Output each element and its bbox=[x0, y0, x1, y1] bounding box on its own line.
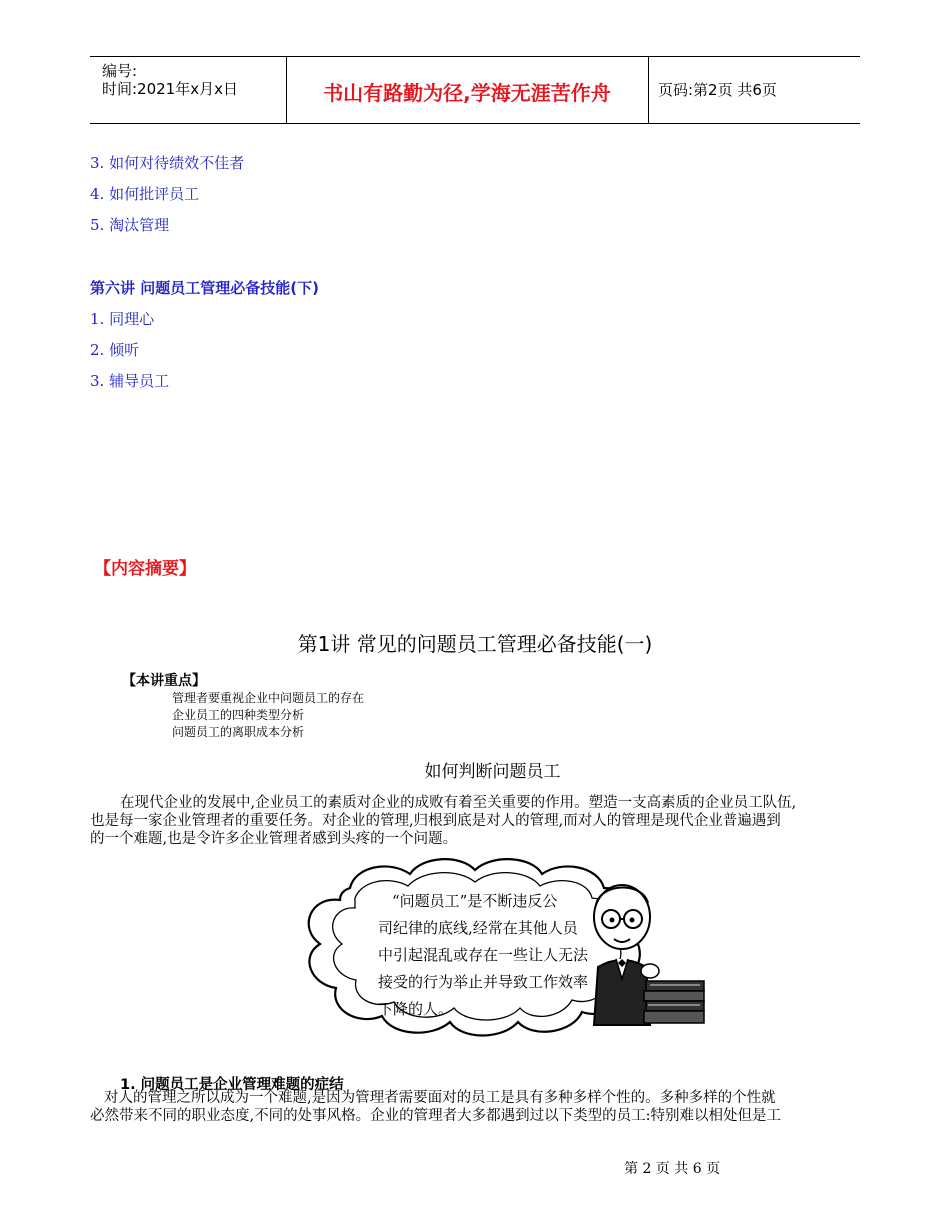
header-page-info: 页码:第2页 共6页 bbox=[658, 81, 777, 99]
focus-heading: 【本讲重点】 bbox=[122, 673, 206, 689]
page-footer: 第 2 页 共 6 页 bbox=[624, 1161, 721, 1177]
toc-item: 5. 淘汰管理 bbox=[90, 216, 170, 234]
cloud-line: 接受的行为举止并导致工作效率 bbox=[378, 973, 589, 991]
intro-line: 的一个难题,也是令许多企业管理者感到头疼的一个问题。 bbox=[90, 831, 458, 847]
heading-1: 1. 问题员工是企业管理难题的症结 bbox=[120, 1077, 344, 1093]
focus-item: 问题员工的离职成本分析 bbox=[172, 725, 305, 739]
lecture6-title: 第六讲 问题员工管理必备技能(下) bbox=[90, 279, 319, 297]
header-table bbox=[90, 56, 860, 124]
toc-item: 3. 辅导员工 bbox=[90, 372, 170, 390]
cartoon-man-with-books-icon bbox=[580, 875, 710, 1035]
cloud-line: “问题员工”是不断违反公 bbox=[392, 892, 558, 910]
header-time-label: 时间:2021年x月x日 bbox=[102, 80, 238, 98]
cloud-line: 下降的人。 bbox=[378, 1000, 454, 1018]
toc-item: 3. 如何对待绩效不佳者 bbox=[90, 154, 245, 172]
header-number-label: 编号: bbox=[102, 62, 138, 80]
summary-label: 【内容摘要】 bbox=[94, 559, 196, 579]
toc-item: 2. 倾听 bbox=[90, 341, 140, 359]
toc-item: 4. 如何批评员工 bbox=[90, 185, 200, 203]
cloud-line: 司纪律的底线,经常在其他人员 bbox=[378, 919, 578, 937]
header-motto: 书山有路勤为径,学海无涯苦作舟 bbox=[323, 81, 611, 105]
section-title: 如何判断问题员工 bbox=[424, 762, 561, 782]
focus-item: 管理者要重视企业中问题员工的存在 bbox=[172, 691, 365, 705]
cloud-line: 中引起混乱或存在一些让人无法 bbox=[378, 946, 589, 964]
lecture1-title: 第1讲 常见的问题员工管理必备技能(一) bbox=[297, 632, 653, 656]
toc-item: 1. 同理心 bbox=[90, 310, 155, 328]
intro-line: 在现代企业的发展中,企业员工的素质对企业的成败有着至关重要的作用。塑造一支高素质的企业员工队伍, bbox=[120, 795, 797, 811]
body-line: 对人的管理之所以成为一个难题,是因为管理者需要面对的员工是具有多种多样个性的。多种多样的个性就 bbox=[104, 1090, 776, 1106]
header-divider bbox=[648, 57, 649, 123]
intro-line: 也是每一家企业管理者的重要任务。对企业的管理,归根到底是对人的管理,而对人的管理是现代企业普遍遇到 bbox=[90, 813, 781, 829]
body-line: 必然带来不同的职业态度,不同的处事风格。企业的管理者大多都遇到过以下类型的员工:特别难以相处但是工 bbox=[90, 1108, 781, 1124]
focus-item: 企业员工的四种类型分析 bbox=[172, 708, 305, 722]
